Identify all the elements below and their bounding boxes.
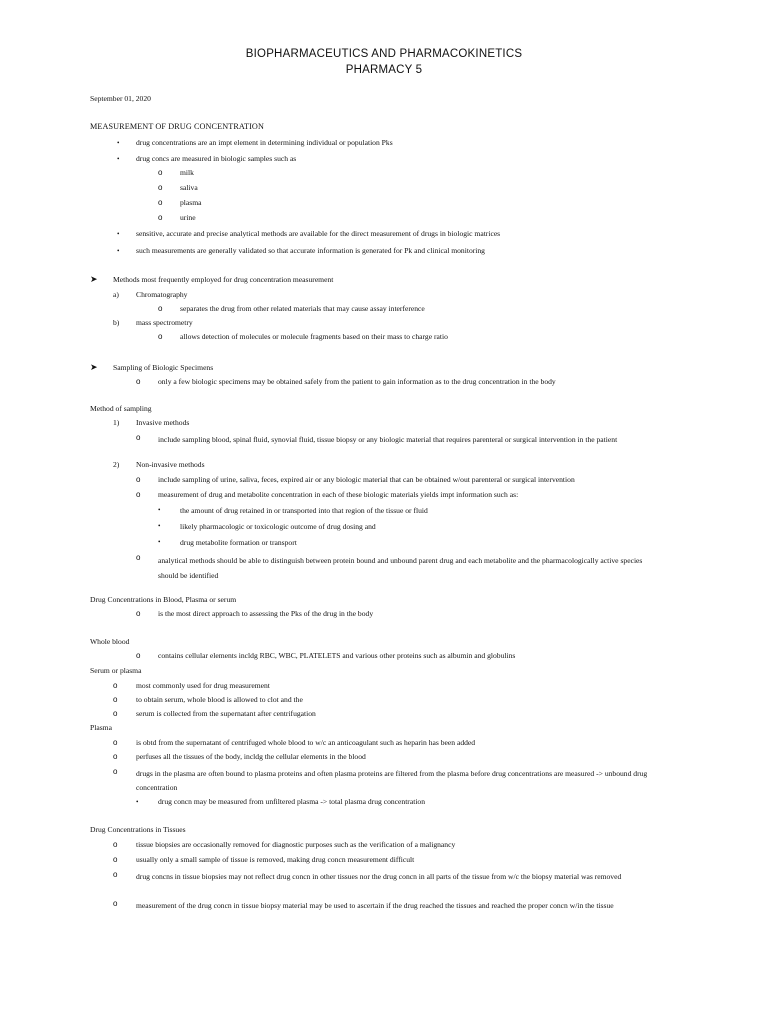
- sample-item: plasma: [180, 198, 202, 207]
- list-number: a): [113, 290, 119, 299]
- bullet-icon: •: [117, 230, 120, 238]
- circle-bullet-icon: o: [113, 752, 118, 761]
- bullet-icon: •: [158, 506, 161, 514]
- circle-bullet-icon: o: [158, 183, 163, 192]
- list-item: such measurements are generally validated so that accurate information is generated for Pk and clinical monitoring: [136, 246, 485, 255]
- bullet-icon: •: [117, 155, 120, 163]
- list-item: drug concentrations are an impt element in determining individual or population Pks: [136, 138, 393, 147]
- tissues-item: drug concns in tissue biopsies may not reflect drug concn in other tissues nor the drug concn in all parts of the tissue from w/c the biopsy material was removed: [136, 872, 622, 881]
- noninvasive-item: measurement of drug and metabolite concentration in each of these biologic materials yields impt information such as:: [158, 490, 519, 499]
- sample-item: milk: [180, 168, 194, 177]
- tissues-title: Drug Concentrations in Tissues: [90, 825, 186, 834]
- serum-title: Serum or plasma: [90, 666, 142, 675]
- noninvasive-item: include sampling of urine, saliva, feces, expired air or any biologic material that can be obtained w/out parenteral or surgical intervention: [158, 475, 575, 484]
- arrow-bullet-icon: ➤: [90, 274, 98, 284]
- info-item: the amount of drug retained in or transported into that region of the tissue or fluid: [180, 506, 428, 515]
- circle-bullet-icon: o: [136, 433, 141, 442]
- invasive-description: include sampling blood, spinal fluid, synovial fluid, tissue biopsy or any biologic material that requires parenteral or surgical intervention in the patient: [158, 435, 618, 444]
- method-chromatography: Chromatography: [136, 290, 188, 299]
- circle-bullet-icon: o: [113, 855, 118, 864]
- noninvasive-methods-label: Non-invasive methods: [136, 460, 205, 469]
- plasma-item: is obtd from the supernatant of centrifuged whole blood to w/c an anticoagulant such as heparin has been added: [136, 738, 476, 747]
- method-description: separates the drug from other related materials that may cause assay interference: [180, 304, 425, 313]
- sampling-description: only a few biologic specimens may be obtained safely from the patient to gain information as to the drug concentration in the body: [158, 377, 556, 386]
- tissues-item: tissue biopsies are occasionally removed for diagnostic purposes such as the verification of a malignancy: [136, 840, 456, 849]
- circle-bullet-icon: o: [158, 213, 163, 222]
- method-description: allows detection of molecules or molecule fragments based on their mass to charge ratio: [180, 332, 448, 341]
- section-title-measurement: MEASUREMENT OF DRUG CONCENTRATION: [90, 122, 264, 131]
- info-item: likely pharmacologic or toxicologic outcome of drug dosing and: [180, 522, 376, 531]
- circle-bullet-icon: o: [136, 475, 141, 484]
- tissues-item: usually only a small sample of tissue is removed, making drug concn measurement difficult: [136, 855, 415, 864]
- plasma-title: Plasma: [90, 723, 112, 732]
- circle-bullet-icon: o: [113, 870, 118, 879]
- bullet-icon: •: [136, 798, 139, 806]
- circle-bullet-icon: o: [136, 651, 141, 660]
- whole-blood-description: contains cellular elements incldg RBC, WBC, PLATELETS and various other proteins such as albumin and globulins: [158, 651, 516, 660]
- bullet-icon: •: [117, 139, 120, 147]
- circle-bullet-icon: o: [113, 709, 118, 718]
- blood-section-title: Drug Concentrations in Blood, Plasma or serum: [90, 595, 237, 604]
- serum-item: serum is collected from the supernatant after centrifugation: [136, 709, 316, 718]
- document-date: September 01, 2020: [90, 94, 151, 103]
- plasma-item: perfuses all the tissues of the body, incldg the cellular elements in the blood: [136, 752, 366, 761]
- circle-bullet-icon: o: [136, 553, 141, 562]
- noninvasive-item: analytical methods should be able to distinguish between protein bound and unbound parent drug and each metabolite and the pharmacologically active species should be identified: [158, 556, 643, 580]
- circle-bullet-icon: o: [158, 198, 163, 207]
- circle-bullet-icon: o: [113, 767, 118, 776]
- bullet-icon: •: [117, 247, 120, 255]
- bullet-icon: •: [158, 522, 161, 530]
- blood-description: is the most direct approach to assessing the Pks of the drug in the body: [158, 609, 374, 618]
- plasma-item: drugs in the plasma are often bound to plasma proteins and often plasma proteins are filtered from the plasma before drug concentrations are measured -> unbound drug concentration: [136, 769, 648, 792]
- circle-bullet-icon: o: [113, 840, 118, 849]
- serum-item: most commonly used for drug measurement: [136, 681, 270, 690]
- list-item: sensitive, accurate and precise analytical methods are available for the direct measurement of drugs in biologic matrices: [136, 229, 501, 238]
- serum-item: to obtain serum, whole blood is allowed to clot and the: [136, 695, 303, 704]
- circle-bullet-icon: o: [158, 332, 163, 341]
- arrow-bullet-icon: ➤: [90, 362, 98, 372]
- sample-item: saliva: [180, 183, 198, 192]
- method-of-sampling-title: Method of sampling: [90, 404, 152, 413]
- circle-bullet-icon: o: [158, 304, 163, 313]
- tissues-item: measurement of the drug concn in tissue biopsy material may be used to ascertain if the drug reached the tissues and reached the proper concn w/in the tissue: [136, 901, 614, 910]
- sampling-title: Sampling of Biologic Specimens: [113, 363, 214, 372]
- list-number: 1): [113, 418, 120, 427]
- bullet-icon: •: [158, 538, 161, 546]
- circle-bullet-icon: o: [113, 695, 118, 704]
- invasive-methods-label: Invasive methods: [136, 418, 190, 427]
- plasma-subitem: drug concn may be measured from unfiltered plasma -> total plasma drug concentration: [158, 797, 426, 806]
- circle-bullet-icon: o: [113, 899, 118, 908]
- circle-bullet-icon: o: [158, 168, 163, 177]
- whole-blood-title: Whole blood: [90, 637, 130, 646]
- list-number: b): [113, 318, 120, 327]
- sample-item: urine: [180, 213, 196, 222]
- circle-bullet-icon: o: [113, 738, 118, 747]
- document-title: BIOPHARMACEUTICS AND PHARMACOKINETICS: [245, 48, 523, 60]
- list-number: 2): [113, 460, 120, 469]
- document-subtitle: PHARMACY 5: [345, 64, 423, 76]
- method-mass-spectrometry: mass spectrometry: [136, 318, 193, 327]
- info-item: drug metabolite formation or transport: [180, 538, 297, 547]
- circle-bullet-icon: o: [113, 681, 118, 690]
- list-item: drug concs are measured in biologic samples such as: [136, 154, 297, 163]
- circle-bullet-icon: o: [136, 377, 141, 386]
- circle-bullet-icon: o: [136, 490, 141, 499]
- circle-bullet-icon: o: [136, 609, 141, 618]
- methods-title: Methods most frequently employed for drug concentration measurement: [113, 275, 334, 284]
